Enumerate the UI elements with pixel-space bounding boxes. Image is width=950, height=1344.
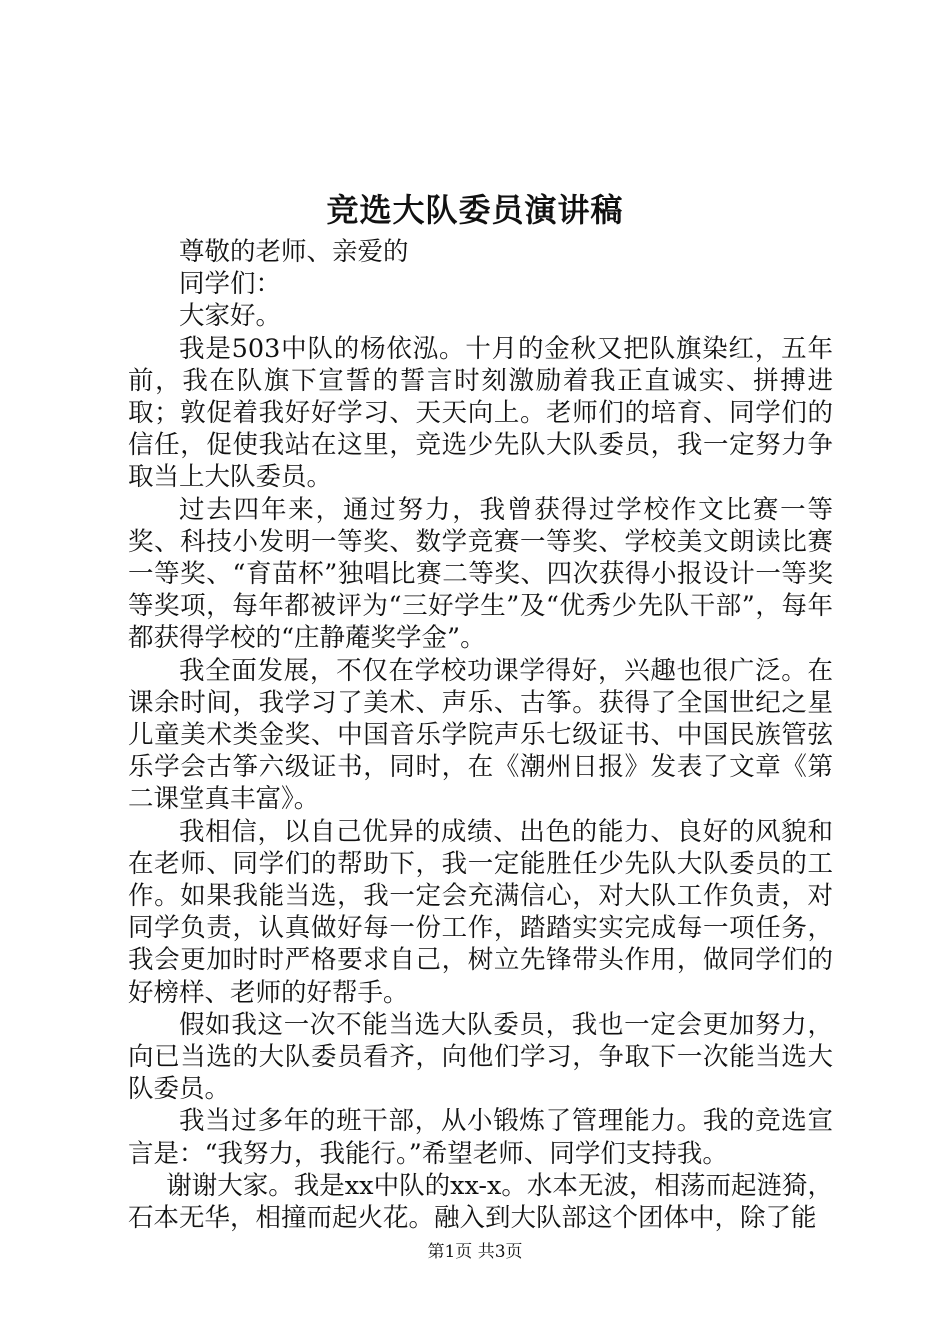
paragraph-greeting-2: 同学们： <box>179 269 282 300</box>
paragraph-slogan: 我当过多年的班干部，从小锻炼了管理能力。我的竞选宣言是：“我努力，我能行。”希望老师、同学们支持我。 <box>128 1106 833 1169</box>
document-title: 竞选大队委员演讲稿 <box>326 191 624 229</box>
paragraph-closing: 谢谢大家。我是xx中队的xx-x。水本无波，相荡而起涟猗，石本无华，相撞而起火花。融入到大队部这个团体中，除了能 <box>128 1170 833 1234</box>
paragraph-awards: 过去四年来，通过努力，我曾获得过学校作文比赛一等奖、科技小发明一等奖、数学竞赛一等奖、学校美文朗读比赛一等奖、“育苗杯”独唱比赛二等奖、四次获得小报设计一等奖等奖项，每年都被评为“三好学生”及“优秀少先队干部”，每年都获得学校的“庄静蓭奖学金”。 <box>128 494 833 654</box>
paragraph-commitment: 我相信，以自己优异的成绩、出色的能力、良好的风貌和在老师、同学们的帮助下，我一定能胜任少先队大队委员的工作。如果我能当选，我一定会充满信心，对大队工作负责，对同学负责，认真做好每一份工作，踏踏实实完成每一项任务，我会更加时时严格要求自己，树立先锋带头作用，做同学们的好榜样、老师的好帮手。 <box>128 816 833 1008</box>
document-body <box>128 236 833 1234</box>
paragraph-greeting-3: 大家好。 <box>179 301 282 332</box>
page-footer: 第1页 共3页 <box>427 1242 523 1262</box>
paragraph-introduction: 我是503中队的杨依泓。十月的金秋又把队旗染红，五年前，我在队旗下宣誓的誓言时刻激励着我正直诚实、拼搏进取；敦促着我好好学习、天天向上。老师们的培育、同学们的信任，促使我站在这里，竞选少先队大队委员，我一定努力争取当上大队委员。 <box>128 333 833 493</box>
paragraph-greeting-1: 尊敬的老师、亲爱的 <box>179 237 409 267</box>
paragraph-interests: 我全面发展，不仅在学校功课学得好，兴趣也很广泛。在课余时间，我学习了美术、声乐、古筝。获得了全国世纪之星儿童美术类金奖、中国音乐学院声乐七级证书、中国民族管弦乐学会古筝六级证书，同时，在《潮州日报》发表了文章《第二课堂真丰富》。 <box>128 655 833 815</box>
paragraph-if-not-elected: 假如我这一次不能当选大队委员，我也一定会更加努力，向已当选的大队委员看齐，向他们学习，争取下一次能当选大队委员。 <box>128 1009 833 1105</box>
